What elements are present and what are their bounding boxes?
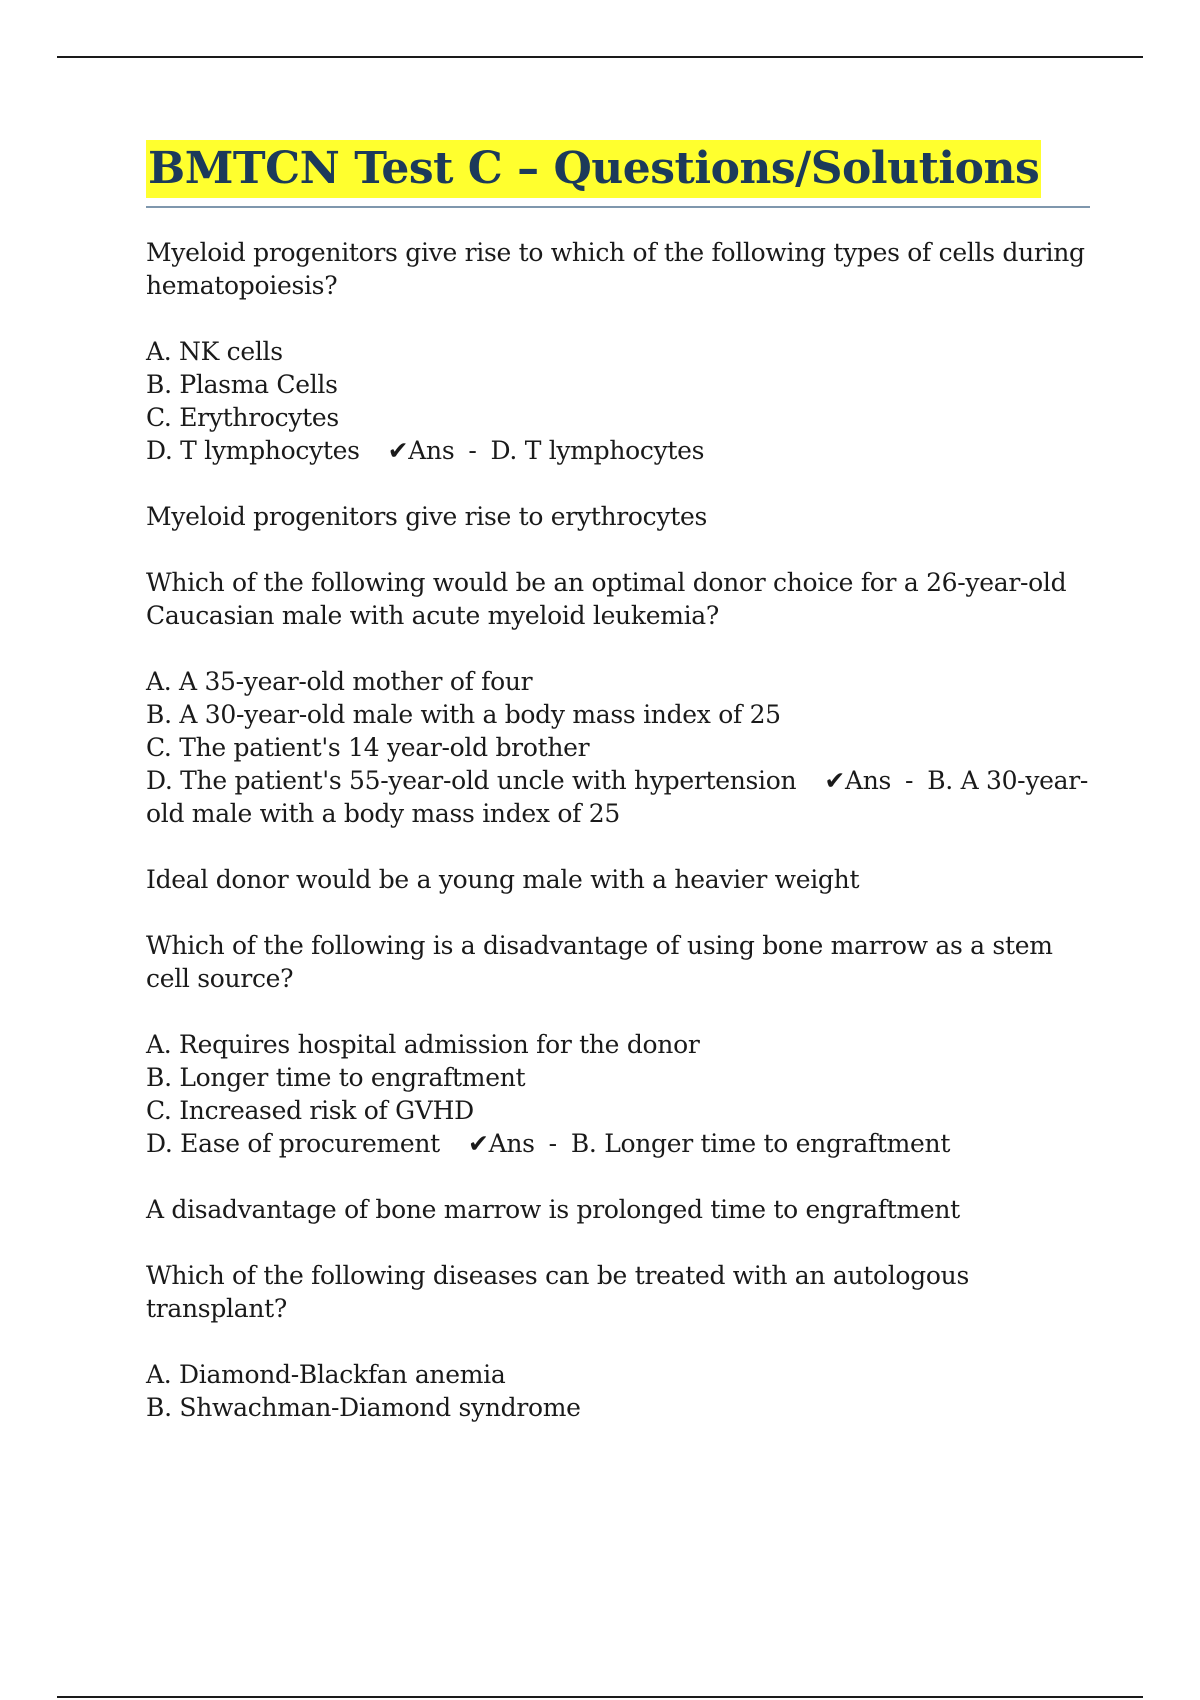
option-text: D. T lymphocytes: [146, 436, 360, 465]
option-text: D. Ease of procurement: [146, 1129, 440, 1158]
answer-text: B. Longer time to engraftment: [570, 1129, 951, 1158]
document-body: [146, 140, 1090, 1457]
answer-marker: ✔Ans: [387, 436, 455, 465]
answer-marker: ✔Ans: [824, 766, 892, 795]
option-item: C. The patient's 14 year-old brother: [146, 733, 590, 762]
question-text: Which of the following is a disadvantage of using bone marrow as a stem cell source?: [146, 931, 1053, 993]
option-item: A. A 35-year-old mother of four: [146, 667, 533, 696]
option-item: C. Erythrocytes: [146, 403, 339, 432]
option-item: B. Longer time to engraftment: [146, 1063, 526, 1092]
option-item: A. NK cells: [146, 337, 283, 366]
explanation-text: Myeloid progenitors give rise to erythrocytes: [146, 502, 707, 531]
option-item-with-answer: [146, 1127, 1090, 1160]
top-rule: [57, 56, 1143, 58]
option-text: D. The patient's 55-year-old uncle with hypertension: [146, 766, 797, 795]
explanation-text: Ideal donor would be a young male with a heavier weight: [146, 865, 860, 894]
explanation-text: A disadvantage of bone marrow is prolonged time to engraftment: [146, 1195, 960, 1224]
option-item: B. Shwachman-Diamond syndrome: [146, 1393, 581, 1422]
answer-separator: -: [468, 436, 477, 465]
bottom-rule: [57, 1696, 1143, 1698]
option-item-with-answer: [146, 764, 1090, 830]
option-item: B. A 30-year-old male with a body mass index of 25: [146, 700, 781, 729]
option-list: [146, 1358, 1090, 1424]
answer-separator: -: [548, 1129, 557, 1158]
option-list: [146, 665, 1090, 830]
answer-separator: -: [905, 766, 914, 795]
answer-text: D. T lymphocytes: [490, 436, 705, 465]
option-item: B. Plasma Cells: [146, 370, 338, 399]
title-block: [146, 140, 1090, 208]
option-item: C. Increased risk of GVHD: [146, 1096, 474, 1125]
option-item: A. Diamond-Blackfan anemia: [146, 1360, 506, 1389]
option-item-with-answer: [146, 434, 1090, 467]
option-item: A. Requires hospital admission for the donor: [146, 1030, 700, 1059]
option-list: [146, 335, 1090, 467]
page-title: BMTCN Test C – Questions/Solutions: [146, 140, 1041, 198]
question-text: Which of the following diseases can be treated with an autologous transplant?: [146, 1261, 969, 1323]
answer-text: B. A 30-year-old male with a body mass index of 25: [146, 766, 1089, 828]
option-list: [146, 1028, 1090, 1160]
answer-marker: ✔Ans: [467, 1129, 535, 1158]
question-text: Which of the following would be an optimal donor choice for a 26-year-old Caucasian male with acute myeloid leukemia?: [146, 568, 1067, 630]
question-text: Myeloid progenitors give rise to which of the following types of cells during hematopoiesis?: [146, 238, 1085, 300]
